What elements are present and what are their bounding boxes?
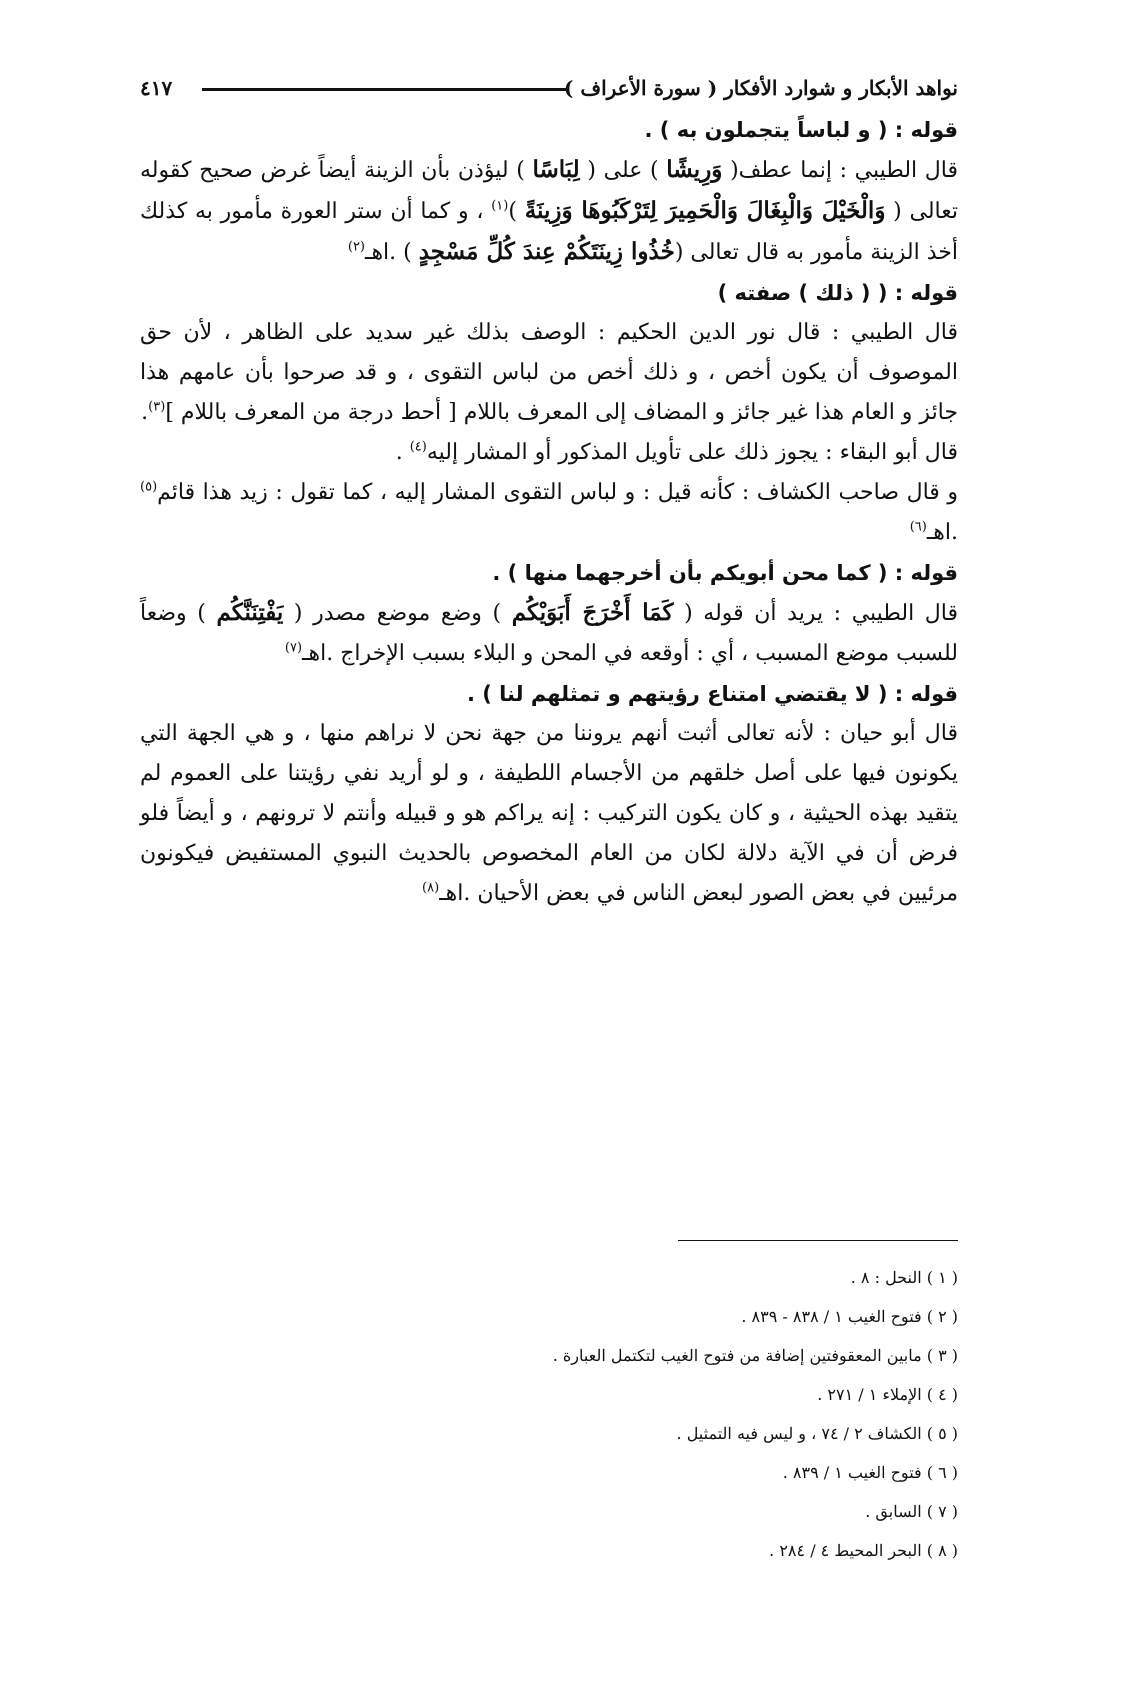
footnote: ( ٦ ) فتوح الغيب ١ / ٨٣٩ . [782,1463,958,1482]
commentary-heading: قوله : ( ( ذلك ) صفته ) [717,281,958,305]
footnotes [140,1258,958,1570]
footnote: ( ٣ ) مابين المعقوفتين إضافة من فتوح الغيب لتكتمل العبارة . [552,1346,958,1365]
commentary-heading: قوله : ( لا يقتضي امتناع رؤيتهم و تمثلهم لنا ) . [466,682,958,706]
running-header [140,70,958,104]
text-run: قال الطيبي : إنما عطف( [722,158,958,183]
quran-quote: وَرِيشًا [666,156,723,183]
commentary-paragraph [140,714,958,914]
footnote-ref: (٦) [909,519,927,535]
commentary-paragraph [140,313,958,433]
commentary-paragraph [140,593,958,674]
text-run: ) وضع موضع مصدر ( [283,601,512,626]
text-run: و قال صاحب الكشاف : كأنه قيل : و لباس التقوى المشار إليه ، كما تقول : زيد هذا قائم [157,480,958,505]
text-run: قال أبو حيان : لأنه تعالى أثبت أنهم يروننا من جهة نحن لا نراهم منها ، و هي الجهة التي يكونون فيها على أصل خلقهم من الأجسام اللطيفة ، و لو أريد نفي رؤيتنا على العموم لم يتقيد بهذه الحيثية ، و كان يكون التركيب : إنه يراكم هو و قبيله وأنتم لا ترونهم ، و أيضاً فلو فرض أن في الآية دلالة لكان من العام المخصوص بالحديث النبوي المستفيض فيكونون مرئيين في بعض الصور لبعض الناس في بعض الأحيان .اهـ [140,721,958,906]
footnote-ref: (١) [491,198,509,214]
quran-quote: خُذُوا زِينَتَكُمْ عِندَ كُلِّ مَسْجِدٍ [418,238,675,265]
text-run: قال الطيبي : يريد أن قوله ( [673,601,958,626]
footnote: ( ٨ ) البحر المحيط ٤ / ٢٨٤ . [769,1541,958,1560]
book-page [140,70,958,1670]
text-run: ) على ( [579,158,667,183]
text-run: ) .اهـ [365,240,419,265]
commentary-paragraph [140,473,958,553]
footnote: ( ٧ ) السابق . [865,1502,958,1521]
commentary-heading: قوله : ( كما محن أبويكم بأن أخرجهما منها ) . [492,561,958,585]
footnote-ref: (٣) [148,399,166,415]
text-run: ) [508,199,525,224]
text-run: ) وضعاً للسبب موضع المسبب ، أي : أوقعه في المحن و البلاء بسبب الإخراج .اهـ [140,601,958,666]
quran-quote: كَمَا أَخْرَجَ أَبَوَيْكُم [511,599,674,626]
text-run: ) ليؤذن بأن الزينة أيضاً غرض صحيح كقوله تعالى ( [140,158,958,224]
main-text [140,110,958,914]
footnote: ( ٤ ) الإملاء ١ / ٢٧١ . [817,1385,958,1404]
footnote: ( ١ ) النحل : ٨ . [850,1268,958,1287]
page-number: ٤١٧ [140,76,173,100]
footnote-ref: (٥) [140,479,158,495]
footnote: ( ٢ ) فتوح الغيب ١ / ٨٣٨ - ٨٣٩ . [741,1307,958,1326]
commentary-paragraph [140,150,958,273]
text-run: قال أبو البقاء : يجوز ذلك على تأويل المذكور أو المشار إليه [426,440,958,465]
footnote-ref: (٨) [422,880,440,896]
footnote-ref: (٧) [284,640,303,656]
text-run: ، و كما أن ستر العورة مأمور به كذلك أخذ الزينة مأمور به قال تعالى ( [140,199,958,265]
header-rule [202,88,568,91]
footnote-ref: (٢) [347,239,365,255]
footnote-separator [678,1240,958,1241]
text-run: .اهـ [926,520,958,545]
quran-quote: لِبَاسًا [532,156,580,183]
text-run: . [395,440,410,465]
quran-quote: وَالْخَيْلَ وَالْبِغَالَ وَالْحَمِيرَ لِتَرْكَبُوهَا وَزِينَةً [524,197,886,224]
footnote: ( ٥ ) الكشاف ٢ / ٧٤ ، و ليس فيه التمثيل . [676,1424,958,1443]
commentary-paragraph [140,433,958,473]
commentary-heading: قوله : ( و لباساً يتجملون به ) . [644,118,958,142]
running-title: نواهد الأبكار و شوارد الأفكار ( سورة الأعراف ) [563,76,958,100]
text-run: . [141,400,149,425]
quran-quote: يَفْتِنَنَّكُم [216,599,284,626]
footnote-ref: (٤) [409,439,427,455]
text-run: قال الطيبي : قال نور الدين الحكيم : الوصف بذلك غير سديد على الظاهر ، لأن حق الموصوف أن يكون أخص ، و ذلك أخص من لباس التقوى ، و قد صرحوا بأن عامهم هذا جائز و العام هذا غير جائز و المضاف إلى المعرف باللام [ أحط درجة من المعرف باللام ] [140,320,958,425]
